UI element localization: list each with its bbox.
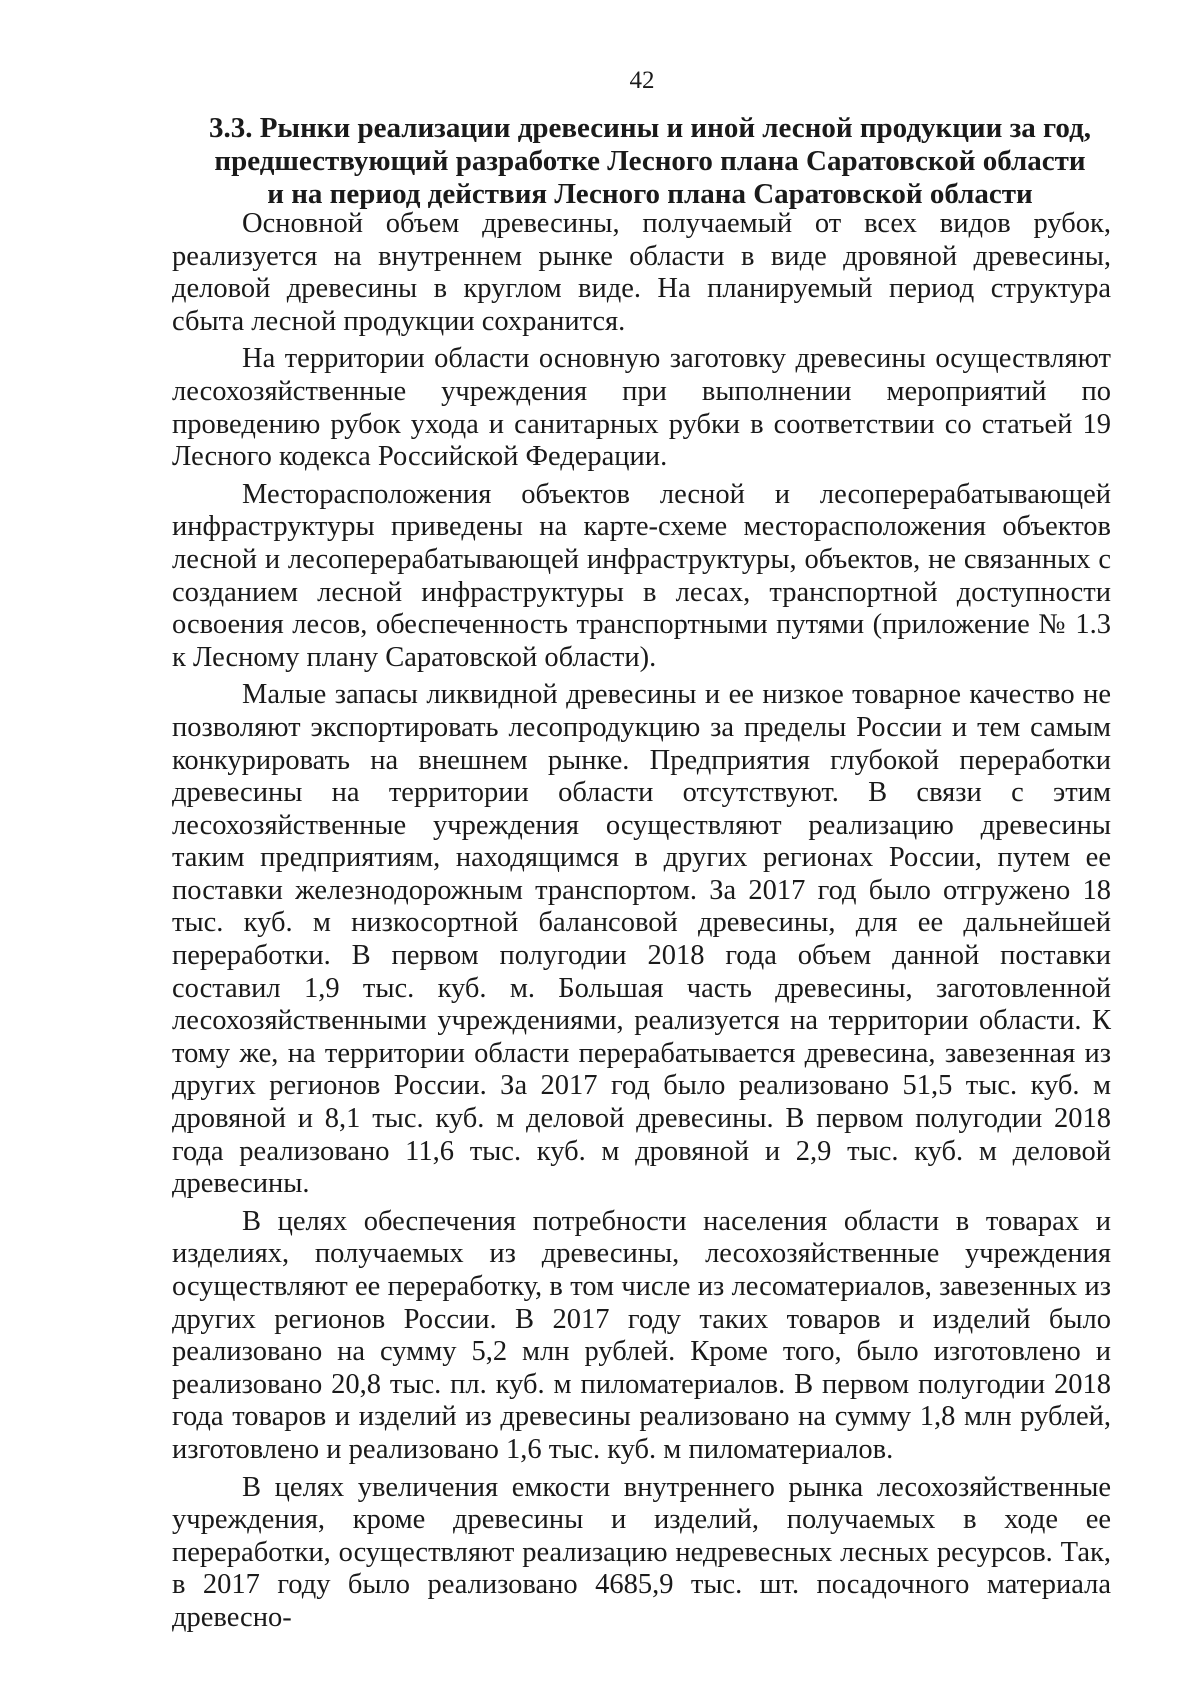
section-title-line: и на период действия Лесного плана Саратовской области	[267, 178, 1033, 210]
paragraph: В целях обеспечения потребности населения области в товарах и изделиях, получаемых из древесины, лесохозяйственные учреждения осуществляют ее переработку, в том числе из лесоматериалов, завезенных из других регионов России. В 2017 году таких товаров и изделий было реализовано на сумму 5,2 млн рублей. Кроме того, было изготовлено и реализовано 20,8 тыс. пл. куб. м пиломатериалов. В первом полугодии 2018 года товаров и изделий из древесины реализовано на сумму 1,8 млн рублей, изготовлено и реализовано 1,6 тыс. куб. м пиломатериалов.	[172, 1205, 1111, 1465]
paragraph: В целях увеличения емкости внутреннего рынка лесохозяйственные учреждения, кроме древесины и изделий, получаемых в ходе ее переработки, осуществляют реализацию недревесных лесных ресурсов. Так, в 2017 году было реализовано 4685,9 тыс. шт. посадочного материала древесно-	[172, 1471, 1111, 1633]
page-number: 42	[629, 67, 655, 94]
paragraph: Малые запасы ликвидной древесины и ее низкое товарное качество не позволяют экспортировать лесопродукцию за пределы России и тем самым конкурировать на внешнем рынке. Предприятия глубокой переработки древесины на территории области отсутствуют. В связи с этим лесохозяйственные учреждения осуществляют реализацию древесины таким предприятиям, находящимся в других регионах России, путем ее поставки железнодорожным транспортом. За 2017 год было отгружено 18 тыс. куб. м низкосортной балансовой древесины, для ее дальнейшей переработки. В первом полугодии 2018 года объем данной поставки составил 1,9 тыс. куб. м. Большая часть древесины, заготовленной лесохозяйственными учреждениями, реализуется на территории области. К тому же, на территории области перерабатывается древесина, завезенная из других регионов России. За 2017 год было реализовано 51,5 тыс. куб. м дровяной и 8,1 тыс. куб. м деловой древесины. В первом полугодии 2018 года реализовано 11,6 тыс. куб. м дровяной и 2,9 тыс. куб. м деловой древесины.	[172, 679, 1111, 1200]
section-title-line: 3.3. Рынки реализации древесины и иной лесной продукции за год,	[208, 112, 1092, 144]
section-title-line: предшествующий разработке Лесного плана Саратовской области	[214, 145, 1086, 177]
section-body	[172, 208, 1111, 1640]
paragraph: Основной объем древесины, получаемый от всех видов рубок, реализуется на внутреннем рынке области в виде дровяной древесины, деловой древесины в круглом виде. На планируемый период структура сбыта лесной продукции сохранится.	[172, 208, 1111, 337]
paragraph: Месторасположения объектов лесной и лесоперерабатывающей инфраструктуры приведены на карте-схеме месторасположения объектов лесной и лесоперерабатывающей инфраструктуры, объектов, не связанных с созданием лесной инфраструктуры в лесах, транспортной доступности освоения лесов, обеспеченность транспортными путями (приложение № 1.3 к Лесному плану Саратовской области).	[172, 478, 1111, 673]
paragraph: На территории области основную заготовку древесины осуществляют лесохозяйственные учреждения при выполнении мероприятий по проведению рубок ухода и санитарных рубки в соответствии со статьей 19 Лесного кодекса Российской Федерации.	[172, 343, 1111, 473]
section-title	[200, 112, 1100, 211]
